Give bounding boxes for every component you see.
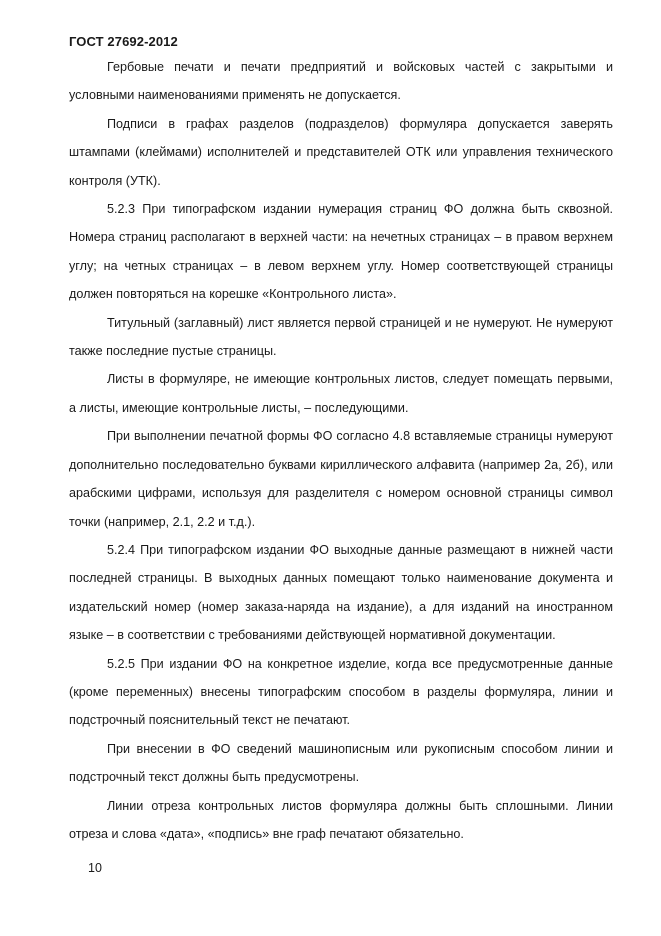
paragraph-title-page: Титульный (заглавный) лист является первой страницей и не нумеруют. Не нумеруют также последние пустые страницы. xyxy=(69,315,613,359)
page-number: 10 xyxy=(88,861,102,875)
paragraph-inserted-pages: При выполнении печатной формы ФО согласно 4.8 вставляемые страницы нумеруют дополнительно последовательно буквами кириллического алфавита (например 2а, 2б), или арабскими цифрами, используя для разделителя с номером основной страницы символ точки (например, 2.1, 2.2 и т.д.). xyxy=(69,429,613,529)
paragraph-typewritten-entries: При внесении в ФО сведений машинописным или рукописным способом линии и подстрочный текст должны быть предусмотрены. xyxy=(69,741,613,785)
paragraph-sheet-order: Листы в формуляре, не имеющие контрольных листов, следует помещать первыми, а листы, имеющие контрольные листы, – последующими. xyxy=(69,372,613,415)
paragraph-5-2-5: 5.2.5 При издании ФО на конкретное изделие, когда все предусмотренные данные (кроме переменных) внесены типографским способом в разделы формуляра, линии и подстрочный пояснительный текст не печатают. xyxy=(69,656,613,728)
paragraph-seals: Гербовые печати и печати предприятий и войсковых частей с закрытыми и условными наименованиями применять не допускается. xyxy=(69,60,613,103)
document-body xyxy=(69,53,613,848)
paragraph-5-2-3: 5.2.3 При типографском издании нумерация страниц ФО должна быть сквозной. Номера страниц располагают в верхней части: на нечетных страницах – в правом верхнем углу; на четных страницах – в левом верхнем углу. Номер соответствующей страницы должен повторяться на корешке «Контрольного листа». xyxy=(69,202,613,302)
document-header: ГОСТ 27692-2012 xyxy=(69,34,178,49)
paragraph-signatures: Подписи в графах разделов (подразделов) формуляра допускается заверять штампами (клеймами) исполнителей и представителей ОТК или управления технического контроля (УТК). xyxy=(69,116,613,188)
paragraph-5-2-4: 5.2.4 При типографском издании ФО выходные данные размещают в нижней части последней страницы. В выходных данных помещают только наименование документа и издательский номер (номер заказа-наряда на издание), а для изданий на иностранном языке – в соответствии с требованиями действующей нормативной документации. xyxy=(69,542,613,643)
paragraph-cut-lines: Линии отреза контрольных листов формуляра должны быть сплошными. Линии отреза и слова «дата», «подпись» вне граф печатают обязательно. xyxy=(69,798,613,841)
